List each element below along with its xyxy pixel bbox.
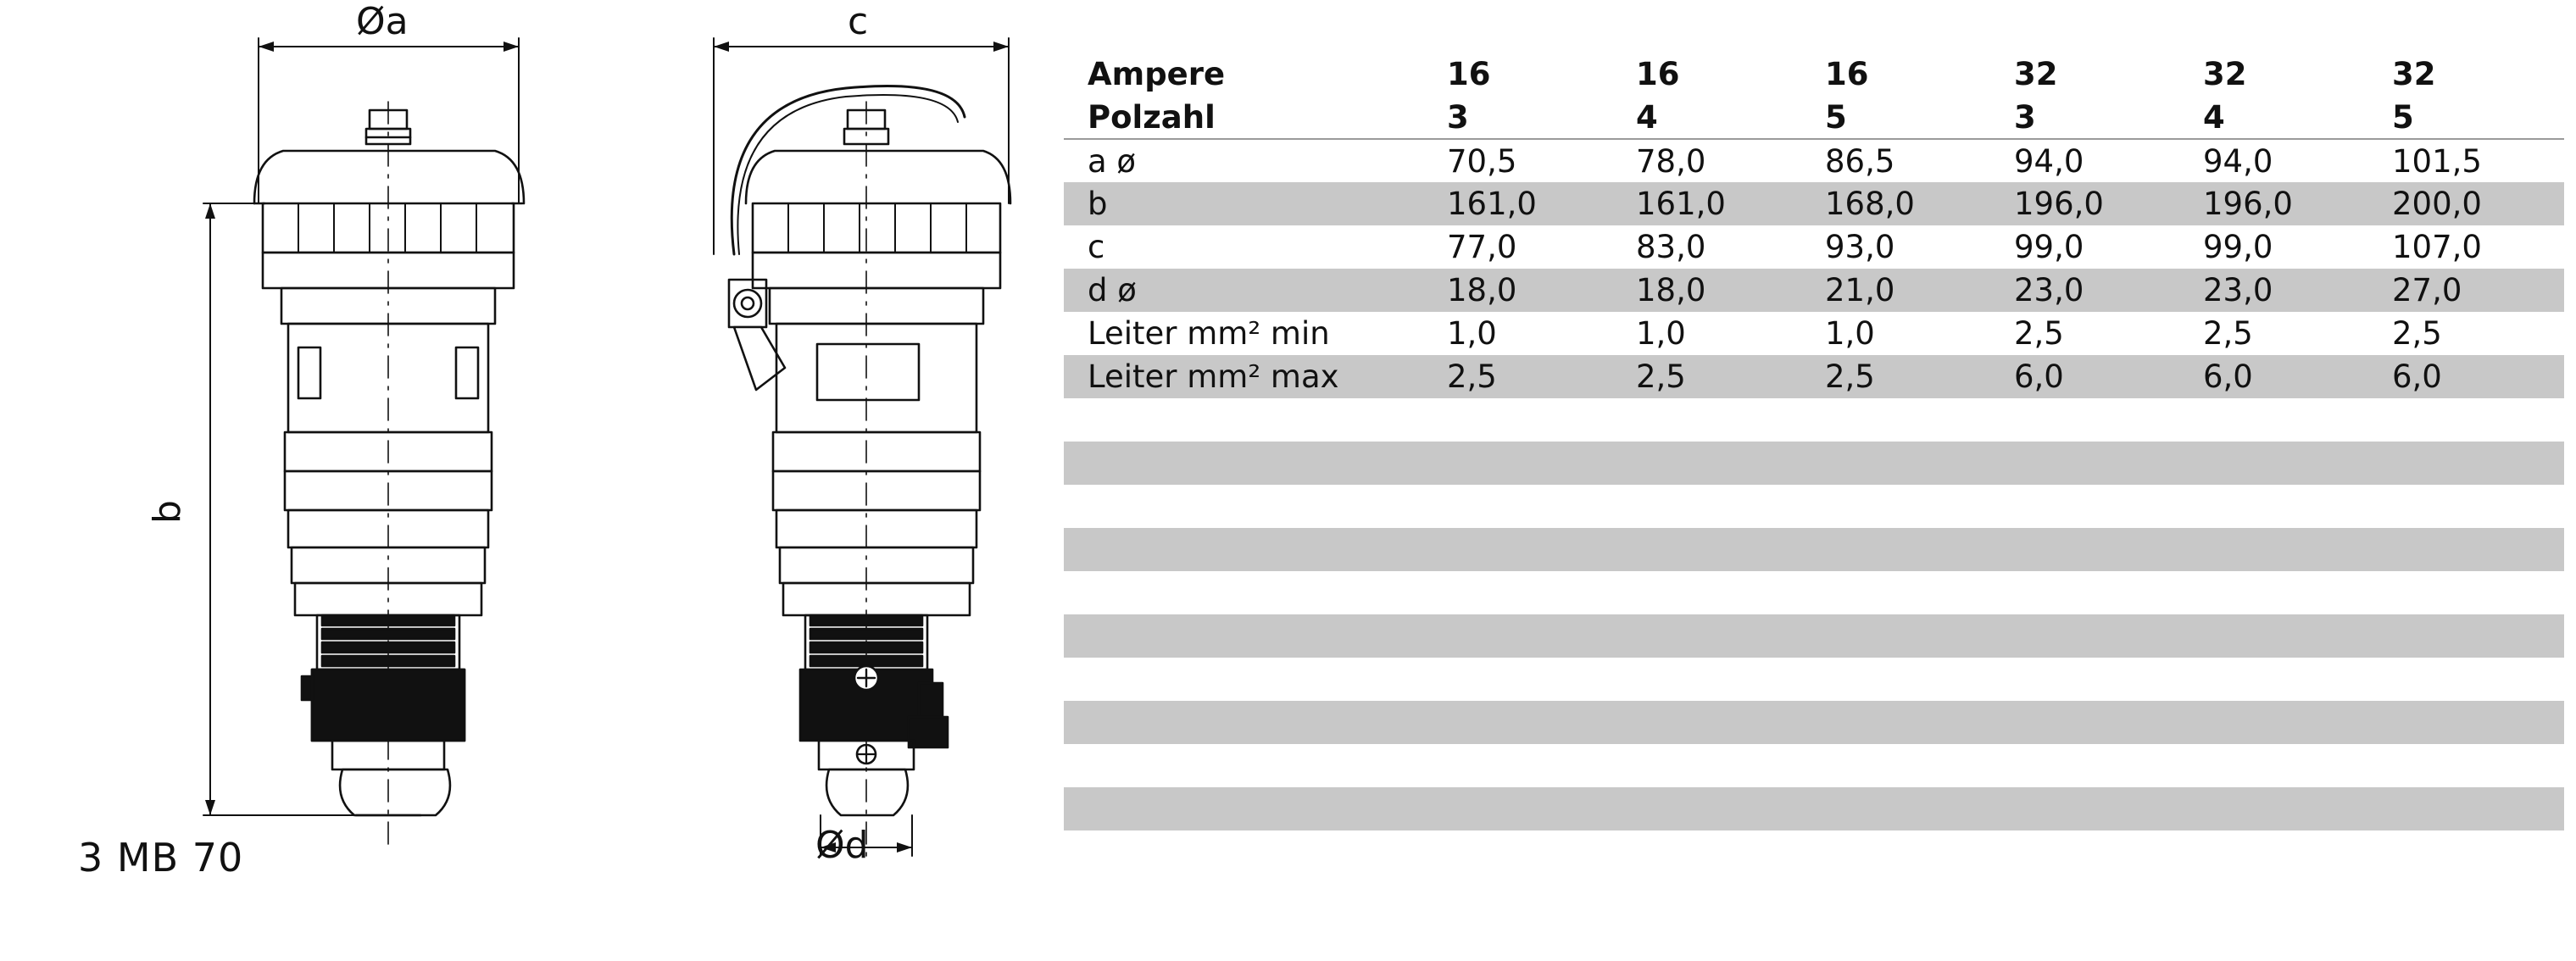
cell-ampere-5: 32: [2203, 56, 2247, 92]
cell-ampere-3: 16: [1825, 56, 1869, 92]
empty-cell: [1617, 614, 1806, 658]
table-row-c: [1064, 225, 2564, 269]
cell-a-6: 101,5: [2392, 142, 2482, 180]
table-row-leiter-max: [1064, 355, 2564, 398]
cell-b-2: 161,0: [1636, 186, 1726, 222]
empty-cell: [1806, 571, 1995, 614]
svg-text:b: b: [146, 500, 189, 524]
cell-a-5: 94,0: [2203, 142, 2273, 180]
empty-cell: [1806, 614, 1995, 658]
empty-cell: [1428, 571, 1617, 614]
cell-leiter-min-4: 2,5: [2014, 315, 2064, 352]
row-label-d-dia: d ø: [1088, 272, 1137, 308]
empty-cell: [2184, 398, 2373, 442]
cell-a-4: 94,0: [2014, 142, 2084, 180]
cell-leiter-max-6: 6,0: [2392, 358, 2442, 395]
table-row-leiter-min: [1064, 312, 2564, 355]
cell-leiter-max-5: 6,0: [2203, 358, 2253, 395]
empty-cell: [1064, 787, 1428, 830]
empty-cell: [1428, 398, 1617, 442]
cell-polzahl-1: 3: [1428, 96, 1617, 139]
row-label-leiter-min: [1064, 312, 1428, 355]
cell-leiter-min-3: 1,0: [1825, 315, 1875, 352]
leiter-min-text: Leiter mm² min: [1088, 315, 1330, 352]
cell-b-3: 168,0: [1825, 186, 1915, 222]
cell-c-3: 93,0: [1825, 229, 1895, 265]
empty-cell: [1064, 744, 1428, 787]
row-label-ampere: Ampere: [1088, 56, 1226, 92]
cell-leiter-min-1: 1,0: [1447, 315, 1497, 352]
cell-d-4: 23,0: [2014, 272, 2084, 308]
table-row-empty-white-3: [1064, 571, 2564, 614]
empty-cell: [1428, 528, 1617, 571]
empty-cell: [1428, 787, 1617, 830]
empty-cell: [2373, 442, 2564, 485]
empty-cell: [2184, 571, 2373, 614]
empty-cell: [1995, 485, 2184, 528]
empty-cell: [1995, 787, 2184, 830]
empty-cell: [1995, 442, 2184, 485]
cell-polzahl-6: 5: [2373, 96, 2564, 139]
row-label-c: c: [1088, 229, 1105, 265]
empty-cell: [1428, 701, 1617, 744]
empty-cell: [1064, 528, 1428, 571]
empty-cell: [1995, 571, 2184, 614]
cell-ampere-4: 32: [2014, 56, 2058, 92]
empty-cell: [2184, 744, 2373, 787]
empty-cell: [2373, 485, 2564, 528]
empty-cell: [1995, 398, 2184, 442]
cell-d-3: 21,0: [1825, 272, 1895, 308]
empty-cell: [2373, 787, 2564, 830]
cell-a-2: 78,0: [1636, 142, 1706, 180]
empty-cell: [1617, 744, 1806, 787]
table-row-empty-white-4: [1064, 658, 2564, 701]
empty-cell: [1064, 614, 1428, 658]
empty-cell: [2184, 787, 2373, 830]
cell-d-6: 27,0: [2392, 272, 2462, 308]
empty-cell: [2184, 528, 2373, 571]
empty-cell: [1428, 658, 1617, 701]
cell-polzahl-4: 3: [1995, 96, 2184, 139]
cell-c-1: 77,0: [1447, 229, 1517, 265]
empty-cell: [2373, 614, 2564, 658]
cell-d-1: 18,0: [1447, 272, 1517, 308]
part-number: 3 MB 70: [78, 835, 244, 880]
table-row-polzahl: [1064, 96, 2564, 139]
empty-cell: [1428, 442, 1617, 485]
table-row-empty-band-2: [1064, 528, 2564, 571]
empty-cell: [2373, 528, 2564, 571]
table-row-empty-band-5: [1064, 787, 2564, 830]
cell-b-5: 196,0: [2203, 186, 2293, 222]
row-label-polzahl: Polzahl: [1064, 96, 1428, 139]
cell-leiter-min-2: 1,0: [1636, 315, 1686, 352]
cell-leiter-min-6: 2,5: [2392, 315, 2442, 352]
table-row-b: [1064, 182, 2564, 225]
empty-cell: [1806, 658, 1995, 701]
cell-c-5: 99,0: [2203, 229, 2273, 265]
specification-table: [1064, 53, 2564, 830]
table-row-a-dia: [1064, 139, 2564, 182]
empty-cell: [1806, 701, 1995, 744]
cell-b-6: 200,0: [2392, 186, 2482, 222]
empty-cell: [1617, 658, 1806, 701]
cell-leiter-max-4: 6,0: [2014, 358, 2064, 395]
empty-cell: [2184, 485, 2373, 528]
empty-cell: [1806, 442, 1995, 485]
cell-a-3: 86,5: [1825, 142, 1895, 180]
empty-cell: [1064, 571, 1428, 614]
drawing-svg: [0, 0, 1051, 864]
empty-cell: [1617, 485, 1806, 528]
empty-cell: [2373, 571, 2564, 614]
empty-cell: [1064, 398, 1428, 442]
row-label-a-dia: a ø: [1088, 142, 1137, 180]
cell-c-6: 107,0: [2392, 229, 2482, 265]
empty-cell: [1428, 485, 1617, 528]
table-row-d-dia: [1064, 269, 2564, 312]
empty-cell: [1995, 528, 2184, 571]
empty-cell: [2184, 658, 2373, 701]
table-row-empty-white-1: [1064, 398, 2564, 442]
empty-cell: [1064, 658, 1428, 701]
cell-polzahl-2: 4: [1617, 96, 1806, 139]
empty-cell: [1617, 571, 1806, 614]
empty-cell: [2184, 442, 2373, 485]
cell-b-1: 161,0: [1447, 186, 1537, 222]
leiter-max-text: Leiter mm² max: [1088, 358, 1339, 395]
empty-cell: [1806, 398, 1995, 442]
svg-text:Ød: Ød: [815, 824, 869, 864]
cell-a-1: 70,5: [1447, 142, 1517, 180]
empty-cell: [2373, 701, 2564, 744]
cell-ampere-6: 32: [2392, 56, 2436, 92]
empty-cell: [1428, 614, 1617, 658]
empty-cell: [1617, 528, 1806, 571]
empty-cell: [1806, 787, 1995, 830]
empty-cell: [1806, 528, 1995, 571]
cell-b-4: 196,0: [2014, 186, 2104, 222]
cell-leiter-min-5: 2,5: [2203, 315, 2253, 352]
cell-c-4: 99,0: [2014, 229, 2084, 265]
empty-cell: [1995, 701, 2184, 744]
table-row-empty-band-1: [1064, 442, 2564, 485]
cell-d-5: 23,0: [2203, 272, 2273, 308]
empty-cell: [1995, 744, 2184, 787]
empty-cell: [2373, 744, 2564, 787]
cell-ampere-2: 16: [1636, 56, 1680, 92]
cell-c-2: 83,0: [1636, 229, 1706, 265]
cell-polzahl-3: 5: [1806, 96, 1995, 139]
row-label-b: b: [1088, 186, 1108, 222]
empty-cell: [2184, 701, 2373, 744]
svg-text:c: c: [848, 0, 869, 43]
table-row-empty-band-4: [1064, 701, 2564, 744]
table-row-empty-white-2: [1064, 485, 2564, 528]
empty-cell: [2184, 614, 2373, 658]
empty-cell: [2373, 658, 2564, 701]
empty-cell: [1806, 744, 1995, 787]
empty-cell: [1995, 658, 2184, 701]
empty-cell: [1806, 485, 1995, 528]
empty-cell: [1064, 442, 1428, 485]
cell-leiter-max-3: 2,5: [1825, 358, 1875, 395]
technical-drawings: [0, 0, 1051, 961]
cell-leiter-max-1: 2,5: [1447, 358, 1497, 395]
table-row-empty-white-5: [1064, 744, 2564, 787]
cell-leiter-max-2: 2,5: [1636, 358, 1686, 395]
empty-cell: [1064, 701, 1428, 744]
empty-cell: [1617, 787, 1806, 830]
empty-cell: [1064, 485, 1428, 528]
empty-cell: [1617, 442, 1806, 485]
empty-cell: [1617, 398, 1806, 442]
empty-cell: [2373, 398, 2564, 442]
empty-cell: [1617, 701, 1806, 744]
table-row-ampere: [1064, 53, 2564, 96]
empty-cell: [1995, 614, 2184, 658]
cell-d-2: 18,0: [1636, 272, 1706, 308]
row-label-leiter-max: [1064, 355, 1428, 398]
table-row-empty-band-3: [1064, 614, 2564, 658]
cell-polzahl-5: 4: [2184, 96, 2373, 139]
cell-ampere-1: 16: [1447, 56, 1491, 92]
svg-text:Øa: Øa: [356, 0, 409, 43]
empty-cell: [1428, 744, 1617, 787]
